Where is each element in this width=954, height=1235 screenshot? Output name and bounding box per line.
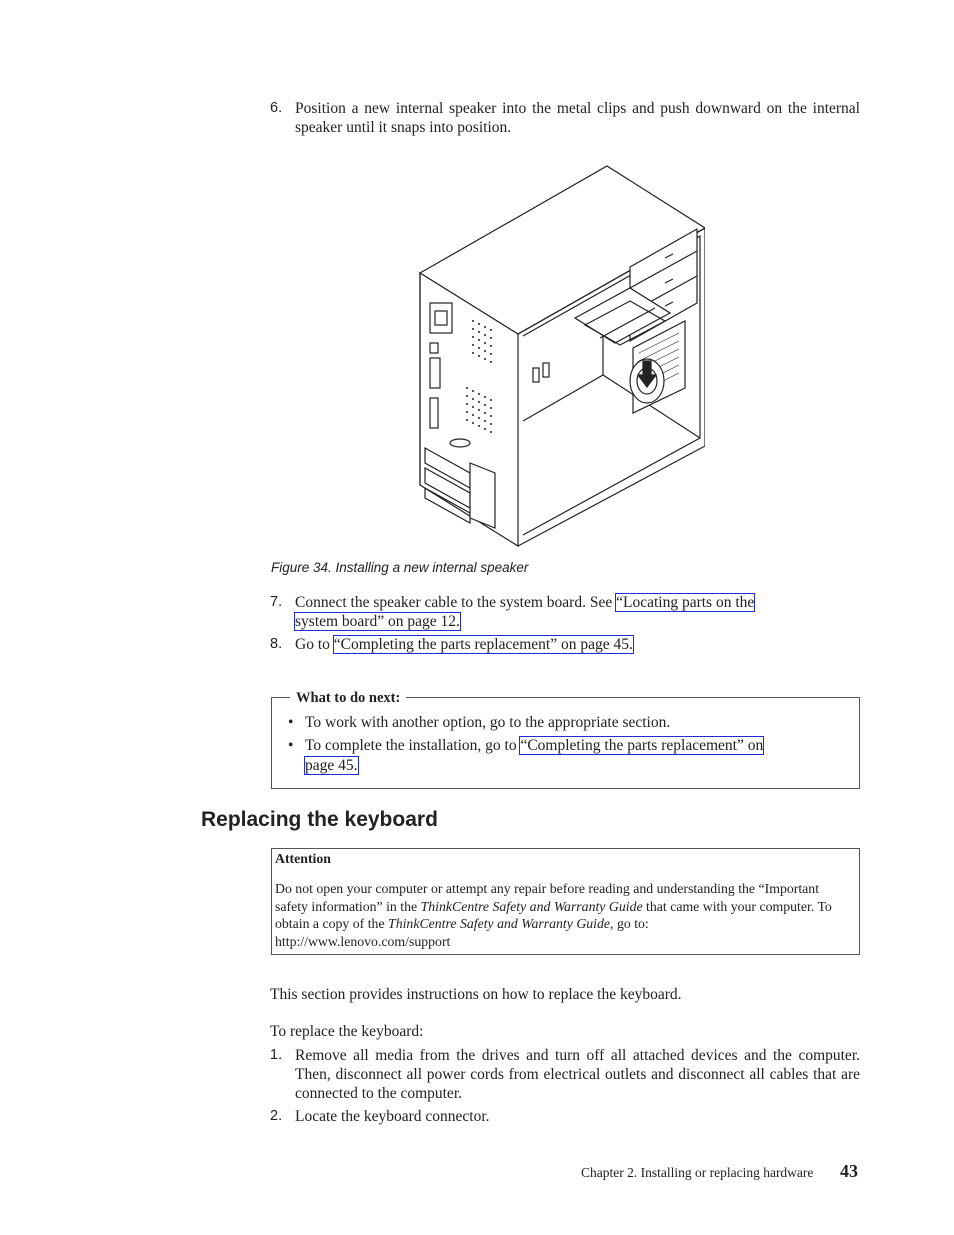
attention-text xyxy=(275,880,855,950)
locating-parts-link-cont[interactable]: system board” on page 12. xyxy=(295,613,460,630)
intro-paragraph: This section provides instructions on how to replace the keyboard. xyxy=(270,986,682,1003)
attention-text-part: Do not open your computer or attempt any repair before reading and understanding the “Important safety information” in the xyxy=(275,881,820,914)
figure-caption: Figure 34. Installing a new internal speaker xyxy=(271,560,529,575)
step-number: 6. xyxy=(270,100,283,116)
bullet-text: To work with another option, go to the appropriate section. xyxy=(305,714,671,731)
page-number: 43 xyxy=(840,1161,858,1181)
step-number: 2. xyxy=(270,1108,283,1124)
step-number: 1. xyxy=(270,1047,283,1063)
computer-chassis-illustration xyxy=(415,163,705,551)
step-text: Connect the speaker cable to the system board. See xyxy=(295,594,617,611)
list-item xyxy=(288,712,833,734)
step-text: Go to xyxy=(295,636,334,653)
step-1 xyxy=(270,1046,860,1103)
step-2 xyxy=(270,1107,860,1126)
attention-text-part: that came with your computer. To obtain a copy of the xyxy=(275,898,832,931)
completing-replacement-link-2-cont[interactable]: page 45. xyxy=(305,757,358,774)
lead-paragraph: To replace the keyboard: xyxy=(270,1023,424,1040)
completing-replacement-link[interactable]: “Completing the parts replacement” on page 45. xyxy=(333,636,633,653)
guide-title: ThinkCentre Safety and Warranty Guide xyxy=(388,916,611,931)
attention-text-part: , go to: xyxy=(610,916,649,931)
footer-chapter: Chapter 2. Installing or replacing hardware xyxy=(581,1165,814,1180)
section-title: Replacing the keyboard xyxy=(201,808,438,831)
guide-title: ThinkCentre Safety and Warranty Guide xyxy=(420,898,643,914)
step-text: Position a new internal speaker into the metal clips and push downward on the internal speaker until it snaps into position. xyxy=(295,100,860,136)
step-text: Remove all media from the drives and turn off all attached devices and the computer. Then, disconnect all power cords from electrical outlets and disconnect all cables that are connected to the computer. xyxy=(295,1047,860,1102)
step-8 xyxy=(270,635,860,654)
list-item xyxy=(288,736,833,776)
bullet-dot: • xyxy=(288,714,294,731)
step-number: 7. xyxy=(270,594,283,610)
completing-replacement-link-2[interactable]: “Completing the parts replacement” on xyxy=(520,737,764,754)
step-text: Locate the keyboard connector. xyxy=(295,1108,490,1125)
bullet-text: To complete the installation, go to xyxy=(305,737,521,754)
step-number: 8. xyxy=(270,636,283,652)
support-url: http://www.lenovo.com/support xyxy=(275,933,451,949)
what-to-do-next-heading: What to do next: xyxy=(290,690,406,707)
step-6 xyxy=(270,99,860,137)
step-7 xyxy=(270,593,860,631)
attention-heading: Attention xyxy=(275,851,331,866)
bullet-dot: • xyxy=(288,737,294,754)
locating-parts-link[interactable]: “Locating parts on the xyxy=(616,594,755,611)
